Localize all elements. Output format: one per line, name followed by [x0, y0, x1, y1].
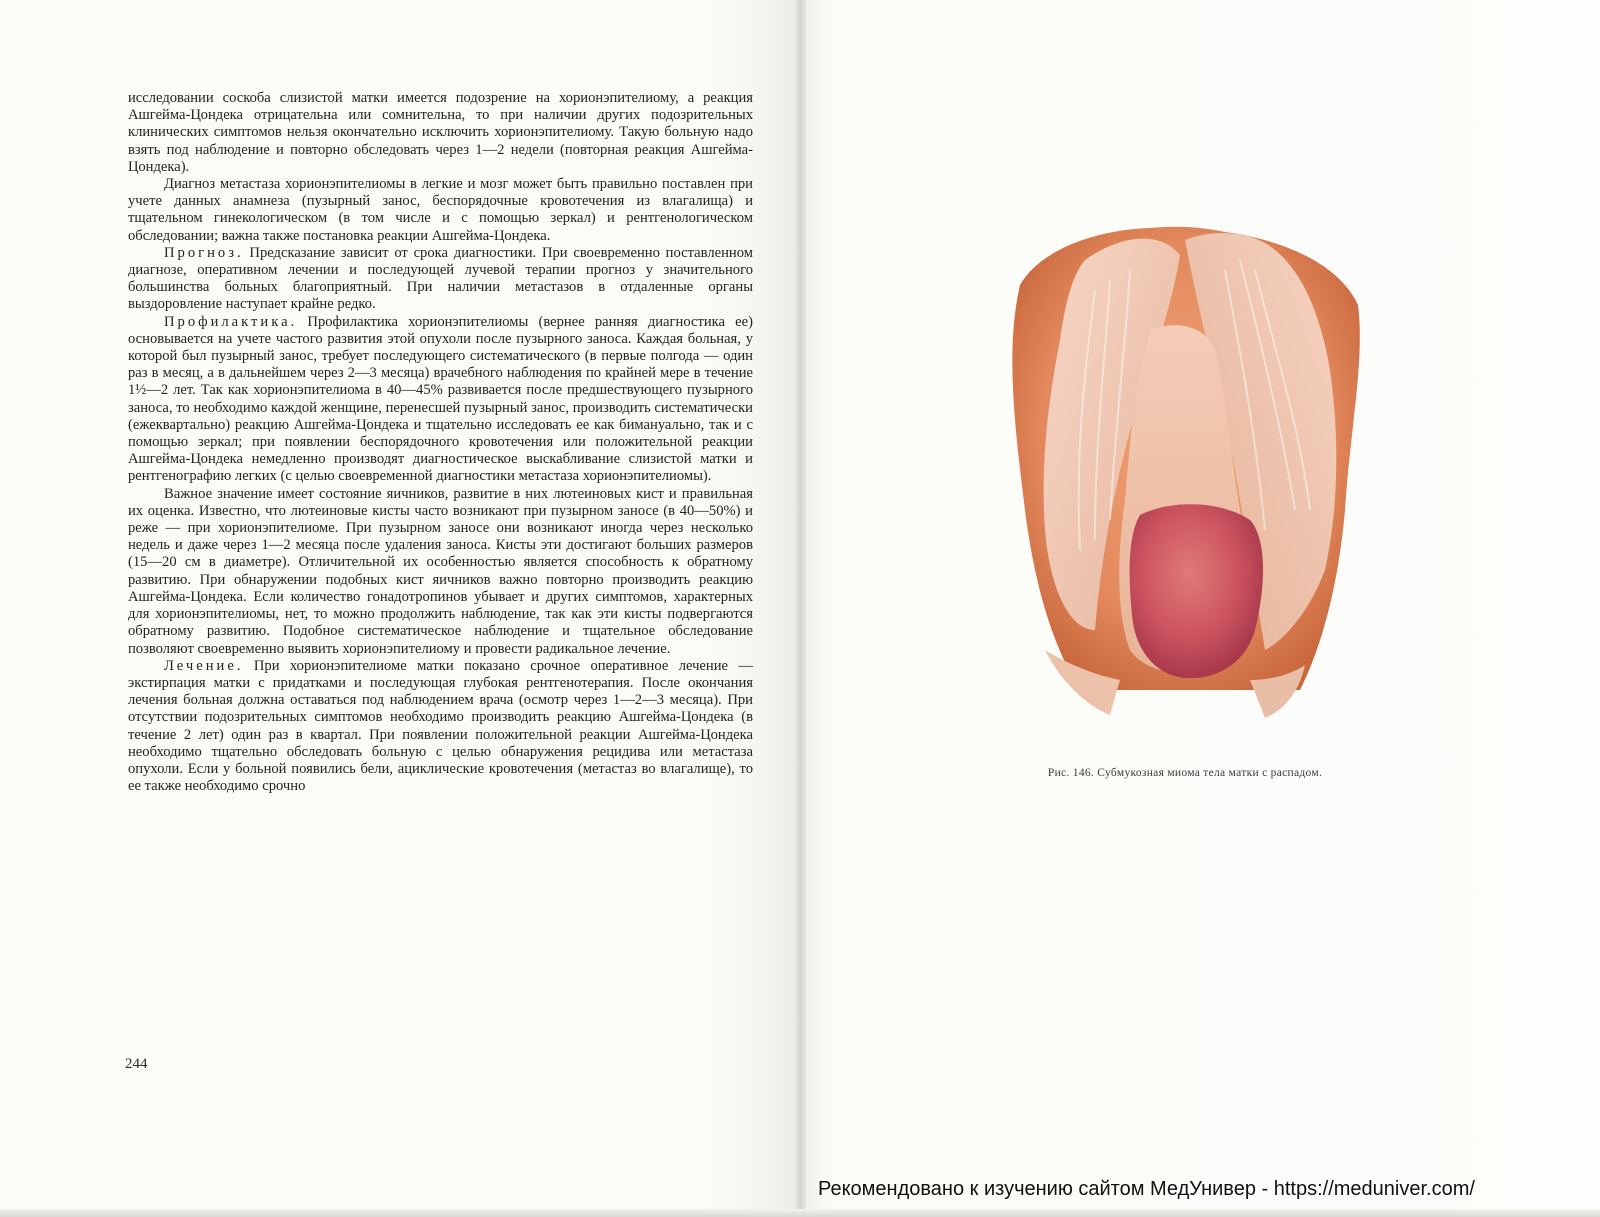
paragraph-text: Предсказание зависит от срока диагностики. При своевременно поставленном диагнозе, оперативном лечении и последующей лучевой терапии прогноз у значительного большинства больных благоприятный. При наличии метастазов в отдаленные органы выздоровление наступает крайне редко.	[128, 244, 753, 313]
figure-caption: Рис. 146. Субмукозная миома тела матки с распадом.	[1047, 767, 1323, 779]
paragraph-text: Профилактика хорионэпителиомы (вернее ранняя диагностика ее) основывается на учете частого развития этой опухоли после пузырного заноса. Каждая больная, у которой был пузырный занос, требует последующего систематического (в первые полгода — один раз в месяц, а в дальнейшем через 2—3 месяца) врачебного наблюдения по крайней мере в течение 1½—2 лет. Так как хорионэпителиома в 40—45% развивается после предшествующего пузырного заноса, то необходимо каждой женщине, перенесшей пузырный занос, производить систематически (ежеквартально) реакцию Ашгейма-Цондека и тщательно исследовать ее как бимануально, так и с помощью зеркал; при появлении беспорядочного кровотечения или положительной реакции Ашгейма-Цондека немедленно производят диагностическое выскабливание слизистой матки и рентгенографию легких (с целью своевременной диагностики метастаза хорионэпителиомы).	[128, 313, 753, 485]
body-text	[128, 90, 753, 795]
paragraph	[128, 486, 753, 658]
paragraph-text: При хорионэпителиоме матки показано срочное оперативное лечение — экстирпация матки с придатками и последующая глубокая рентгенотерапия. После окончания лечения больная должна оставаться под наблюдением врача (осмотр через 1—2—3 месяца). При отсутствии подозрительных симптомов необходимо производить реакцию Ашгейма-Цондека (в течение 2 лет) один раз в квартал. При появлении положительной реакции Ашгейма-Цондека необходимо тщательно обследовать больную с целью обнаружения рецидива или метастаза опухоли. Если у больной появились бели, ациклические кровотечения (метастаз во влагалище), то ее также необходимо срочно	[128, 657, 753, 795]
section-heading: Профилактика.	[164, 313, 298, 330]
page-number: 244	[125, 1056, 148, 1072]
paragraph	[128, 658, 753, 796]
tumor-shape	[1130, 504, 1263, 678]
page-bottom-edge	[0, 1209, 1600, 1217]
figure-illustration	[1000, 210, 1370, 755]
paragraph	[128, 90, 753, 176]
paragraph	[128, 314, 753, 486]
section-heading: Лечение.	[164, 657, 244, 674]
section-heading: Прогноз.	[164, 244, 244, 261]
footer-recommendation[interactable]: Рекомендовано к изучению сайтом МедУнивер - https://meduniver.com/	[818, 1178, 1475, 1200]
uterus-illustration	[1000, 210, 1370, 755]
paragraph-text: Важное значение имеет состояние яичников, развитие в них лютеиновых кист и правильная их оценка. Известно, что лютеиновые кисты часто возникают при пузырном заносе (в 40—50%) и реже — при хорионэпителиоме. При пузырном заносе они возникают иногда через несколько недель и даже через 1—2 месяца после удаления заноса. Кисты эти достигают больших размеров (15—20 см в диаметре). Отличительной их особенностью является способность к обратному развитию. При обнаружении подобных кист яичников важно повторно производить реакцию Ашгейма-Цондека. Если количество гонадотропинов убывает и других симптомов, характерных для хорионэпителиомы, нет, то можно продолжить наблюдение, так как эти кисты подвергаются обратному развитию. Подобное систематическое наблюдение и тщательное обследование позволяют своевременно выявить хорионэпителиому и провести радикальное лечение.	[128, 485, 753, 657]
paragraph	[128, 245, 753, 314]
book-gutter	[796, 0, 806, 1217]
paragraph	[128, 176, 753, 245]
paragraph-text: Диагноз метастаза хорионэпителиомы в легкие и мозг может быть правильно поставлен при учете данных анамнеза (пузырный занос, беспорядочные кровотечения из влагалища) и тщательном гинекологическом (в том числе и с помощью зеркал) и рентгенологическом обследовании; важна также постановка реакции Ашгейма-Цондека.	[128, 176, 753, 244]
paragraph-text: исследовании соскоба слизистой матки имеется подозрение на хорионэпителиому, а реакция Ашгейма-Цондека отрицательна или сомнительна, то при наличии других подозрительных клинических симптомов нельзя окончательно исключить хорионэпителиому. Такую больную надо взять под наблюдение и повторно обследовать через 1—2 недели (повторная реакция Ашгейма-Цондека).	[128, 90, 753, 175]
